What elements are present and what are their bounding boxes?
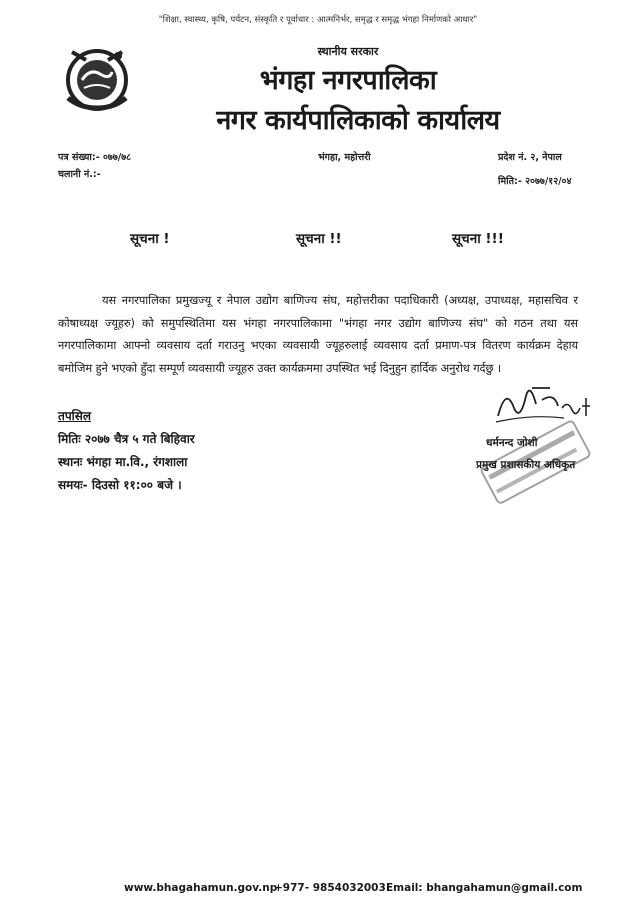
event-time: समयः- दिउसो ११:०० बजे । bbox=[58, 478, 182, 492]
signatory-title: प्रमुख प्रशासकीय अधिकृत bbox=[476, 459, 576, 471]
letterhead-motto: "शिक्षा, स्वास्थ्य, कृषि, पर्यटन, संस्कृति र पूर्वाधार : आत्मनिर्भर, समृद्ध र समृद्ध भंगहा निर्माणको आधार" bbox=[158, 15, 478, 25]
notice-heading-2: सूचना !! bbox=[296, 231, 342, 247]
event-details bbox=[58, 405, 195, 497]
footer-website[interactable]: www.bhagahamun.gov.np bbox=[124, 882, 278, 894]
event-date: मितिः २०७७ चैत्र ५ गते बिहिवार bbox=[58, 432, 195, 446]
office-location: भंगहा, महोत्तरी bbox=[318, 152, 371, 163]
notice-heading-1: सूचना ! bbox=[130, 231, 170, 247]
footer-email[interactable]: Email: bhangahamun@gmail.com bbox=[386, 882, 583, 894]
dispatch-number: चलानी नं.:- bbox=[58, 169, 101, 180]
office-name: नगर कार्यपालिकाको कार्यालय bbox=[216, 105, 500, 136]
event-venue: स्थानः भंगहा मा.वि., रंगशाला bbox=[58, 455, 188, 469]
letter-number: पत्र संख्या:- ०७७/७८ bbox=[58, 152, 132, 163]
letter-date: मिति:- २०७७/१२/०४ bbox=[498, 176, 572, 187]
municipality-name: भंगहा नगरपालिका bbox=[259, 65, 437, 96]
notice-body: यस नगरपालिका प्रमुखज्यू र नेपाल उद्योग बाणिज्य संघ, महोत्तरीका पदाधिकारी (अध्यक्ष, उपाध्यक्ष, महासचिव र कोषाध्यक्ष ज्यूहरु) को समुपस्थितिमा यस भंगहा नगरपालिकामा "भंगहा नगर उद्योग बाणिज्य संघ" को गठन तथा यस नगरपालिकामा आफ्नो व्यवसाय दर्ता गराउनु भएका व्यवसायी ज्यूहरुलाई व्यवसाय दर्ता प्रमाण-पत्र वितरण कार्यक्रम देहाय बमोजिम हुने भएको हुँदा सम्पूर्ण व्यवसायी ज्यूहरु उक्त कार्यक्रममा उपस्थित भई दिनुहुन हार्दिक अनुरोध गर्दछु । bbox=[58, 293, 578, 375]
province-address: प्रदेश नं. २, नेपाल bbox=[498, 152, 562, 163]
handwritten-signature-icon bbox=[492, 378, 602, 426]
notice-heading-3: सूचना !!! bbox=[452, 231, 504, 247]
signatory-name: धर्मनन्द जोशी bbox=[486, 437, 538, 449]
footer-phone: +977- 9854032003 bbox=[274, 882, 386, 894]
government-level: स्थानीय सरकार bbox=[317, 45, 379, 58]
details-heading: तपसिल bbox=[58, 409, 92, 423]
